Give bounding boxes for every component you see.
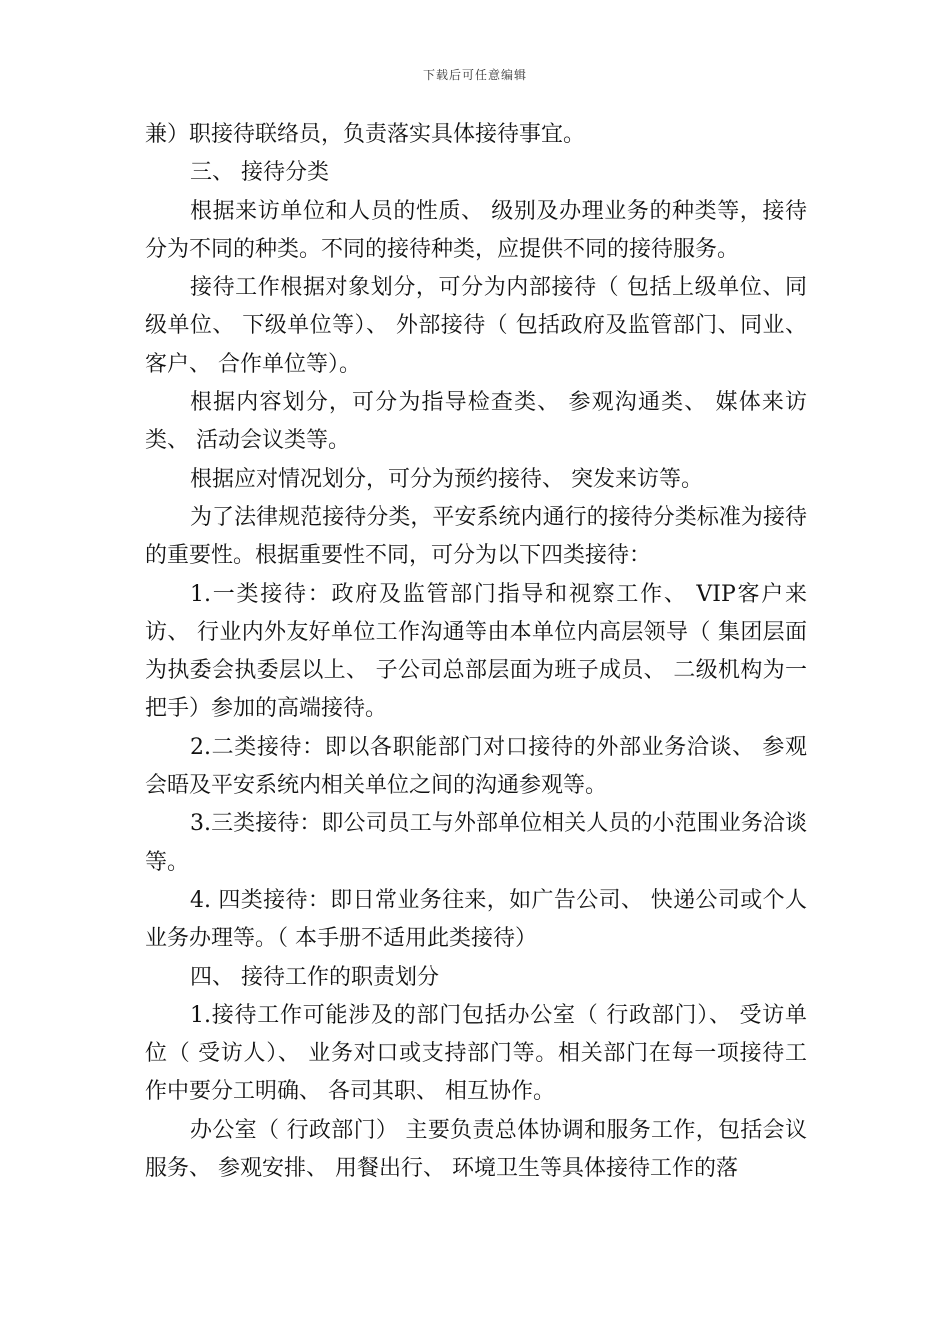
paragraph: 根据应对情况划分，可分为预约接待、 突发来访等。 <box>190 466 703 492</box>
list-item: 1.接待工作可能涉及的部门包括办公室（ 行政部门）、 受访单位（ 受访人）、 业务对口或支持部门等。相关部门在每一项接待工作中要分工明确、 各司其职、 相互协作。 <box>145 1002 807 1105</box>
paragraph: 接待工作根据对象划分，可分为内部接待（ 包括上级单位、同级单位、 下级单位等）、 外部接待（ 包括政府及监管部门、同业、 客户、 合作单位等）。 <box>145 275 807 377</box>
list-item: 1.一类接待：政府及监管部门指导和视察工作、 VIP客户来访、 行业内外友好单位工作沟通等由本单位内高层领导（ 集团层面为执委会执委层以上、 子公司总部层面为班子成员、 二级机构为一把手）参加的高端接待。 <box>145 581 807 722</box>
list-item: 2.二类接待：即以各职能部门对口接待的外部业务洽谈、 参观会晤及平安系统内相关单位之间的沟通参观等。 <box>145 734 807 799</box>
paragraph: 根据来访单位和人员的性质、 级别及办理业务的种类等，接待分为不同的种类。不同的接待种类，应提供不同的接待服务。 <box>145 198 807 262</box>
paragraph: 办公室（ 行政部门） 主要负责总体协调和服务工作，包括会议服务、 参观安排、 用餐出行、 环境卫生等具体接待工作的落 <box>145 1117 807 1182</box>
section-heading: 四、 接待工作的职责划分 <box>190 964 439 990</box>
paragraph: 为了法律规范接待分类，平安系统内通行的接待分类标准为接待的重要性。根据重要性不同，可分为以下四类接待： <box>145 504 807 569</box>
paragraph: 根据内容划分，可分为指导检查类、 参观沟通类、 媒体来访类、 活动会议类等。 <box>145 390 807 454</box>
section-heading: 三、 接待分类 <box>190 160 329 186</box>
document-body <box>145 116 807 1188</box>
list-item: 3.三类接待：即公司员工与外部单位相关人员的小范围业务洽谈等。 <box>145 811 807 875</box>
list-item: 4. 四类接待：即日常业务往来，如广告公司、 快递公司或个人业务办理等。（ 本手册不适用此类接待） <box>145 887 807 952</box>
page-header: 下载后可任意编辑 <box>422 68 527 82</box>
paragraph: 兼）职接待联络员，负责落实具体接待事宜。 <box>145 122 586 147</box>
